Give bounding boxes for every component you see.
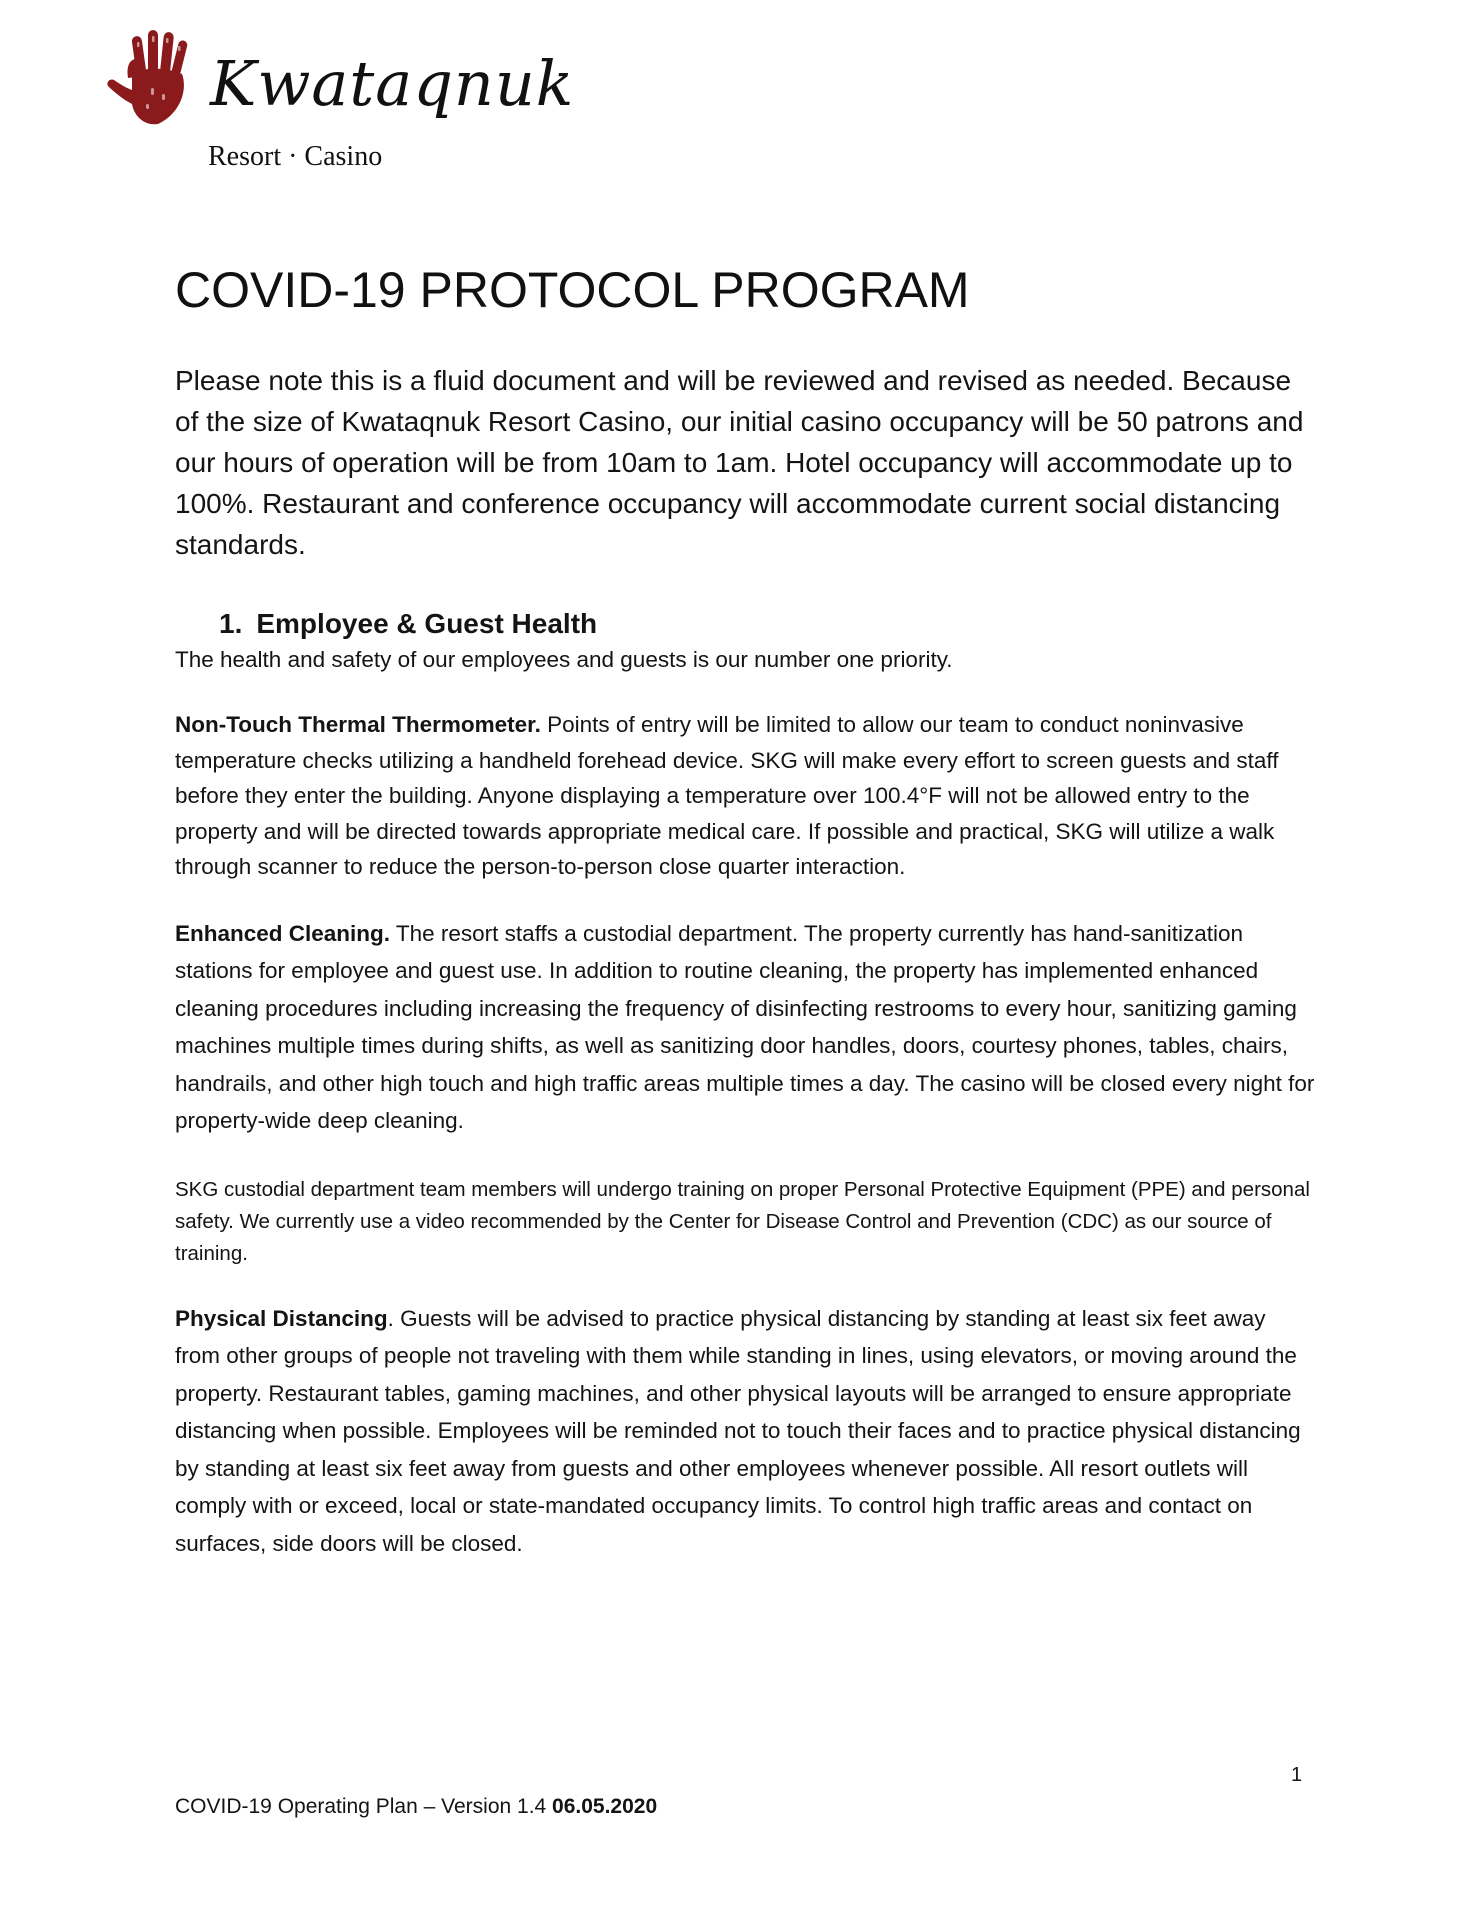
distancing-body: . Guests will be advised to practice physical distancing by standing at least six feet away from other groups of people not traveling with them while standing in lines, using elevators, or moving around the property. Restaurant tables, gaming machines, and other physical layouts will be arranged to ensure appropriate distancing when possible. Employees will be reminded not to touch their faces and to practice physical distancing by standing at least six feet away from guests and other employees whenever possible. All resort outlets will comply with or exceed, local or state-mandated occupancy limits. To control high traffic areas and contact on surfaces, side doors will be closed. xyxy=(175,1305,1301,1556)
intro-paragraph: Please note this is a fluid document and will be reviewed and revised as needed. Because of the size of Kwataqnuk Resort Casino, our initial casino occupancy will be 50 patrons and our hours of operation will be from 10am to 1am. Hotel occupancy will accommodate up to 100%. Restaurant and conference occupancy will accommodate current social distancing standards. xyxy=(175,365,1304,560)
section-title: Employee & Guest Health xyxy=(256,608,598,639)
thermometer-body: Points of entry will be limited to allow our team to conduct noninvasive temperature checks utilizing a handheld forehead device. SKG will make every effort to screen guests and staff before they enter the building. Anyone displaying a temperature over 100.4°F will not be allowed entry to the property and will be directed towards appropriate medical care. If possible and practical, SKG will utilize a walk through scanner to reduce the person-to-person close quarter interaction. xyxy=(175,712,1279,879)
training-paragraph: SKG custodial department team members will undergo training on proper Personal Protective Equipment (PPE) and personal safety. We currently use a video recommended by the Center for Disease Control and Prevention (CDC) as our source of training. xyxy=(175,1177,1310,1265)
red-handprint-icon xyxy=(106,28,201,128)
distancing-heading: Physical Distancing xyxy=(175,1305,388,1331)
document-body xyxy=(175,258,1325,1562)
cleaning-paragraph xyxy=(175,915,1315,1140)
thermometer-heading: Non-Touch Thermal Thermometer. xyxy=(175,712,541,737)
cleaning-body: The resort staffs a custodial department. The property currently has hand-sanitization stations for employee and guest use. In addition to routine cleaning, the property has implemented enhanced cleaning procedures including increasing the frequency of disinfecting restrooms to every hour, sanitizing gaming machines multiple times during shifts, as well as sanitizing door handles, doors, courtesy phones, tables, chairs, handrails, and other high touch and high traffic areas multiple times a day. The casino will be closed every night for property-wide deep cleaning. xyxy=(175,920,1315,1133)
thermometer-paragraph xyxy=(175,707,1315,885)
cleaning-heading: Enhanced Cleaning. xyxy=(175,920,391,946)
footer xyxy=(175,1793,657,1821)
section-lead: The health and safety of our employees and guests is our number one priority. xyxy=(175,647,953,672)
brand-name: Kwataqnuk xyxy=(210,47,575,120)
distancing-paragraph xyxy=(175,1300,1315,1563)
section-heading xyxy=(219,605,1325,643)
brand-subtitle: Resort · Casino xyxy=(208,141,383,172)
page-number: 1 xyxy=(1291,1764,1303,1786)
footer-text: COVID-19 Operating Plan – Version 1.4 xyxy=(175,1795,553,1818)
section-number: 1. xyxy=(219,608,243,639)
page-title: COVID-19 PROTOCOL PROGRAM xyxy=(175,262,970,318)
footer-date: 06.05.2020 xyxy=(552,1795,658,1818)
brand-logo xyxy=(106,28,575,178)
